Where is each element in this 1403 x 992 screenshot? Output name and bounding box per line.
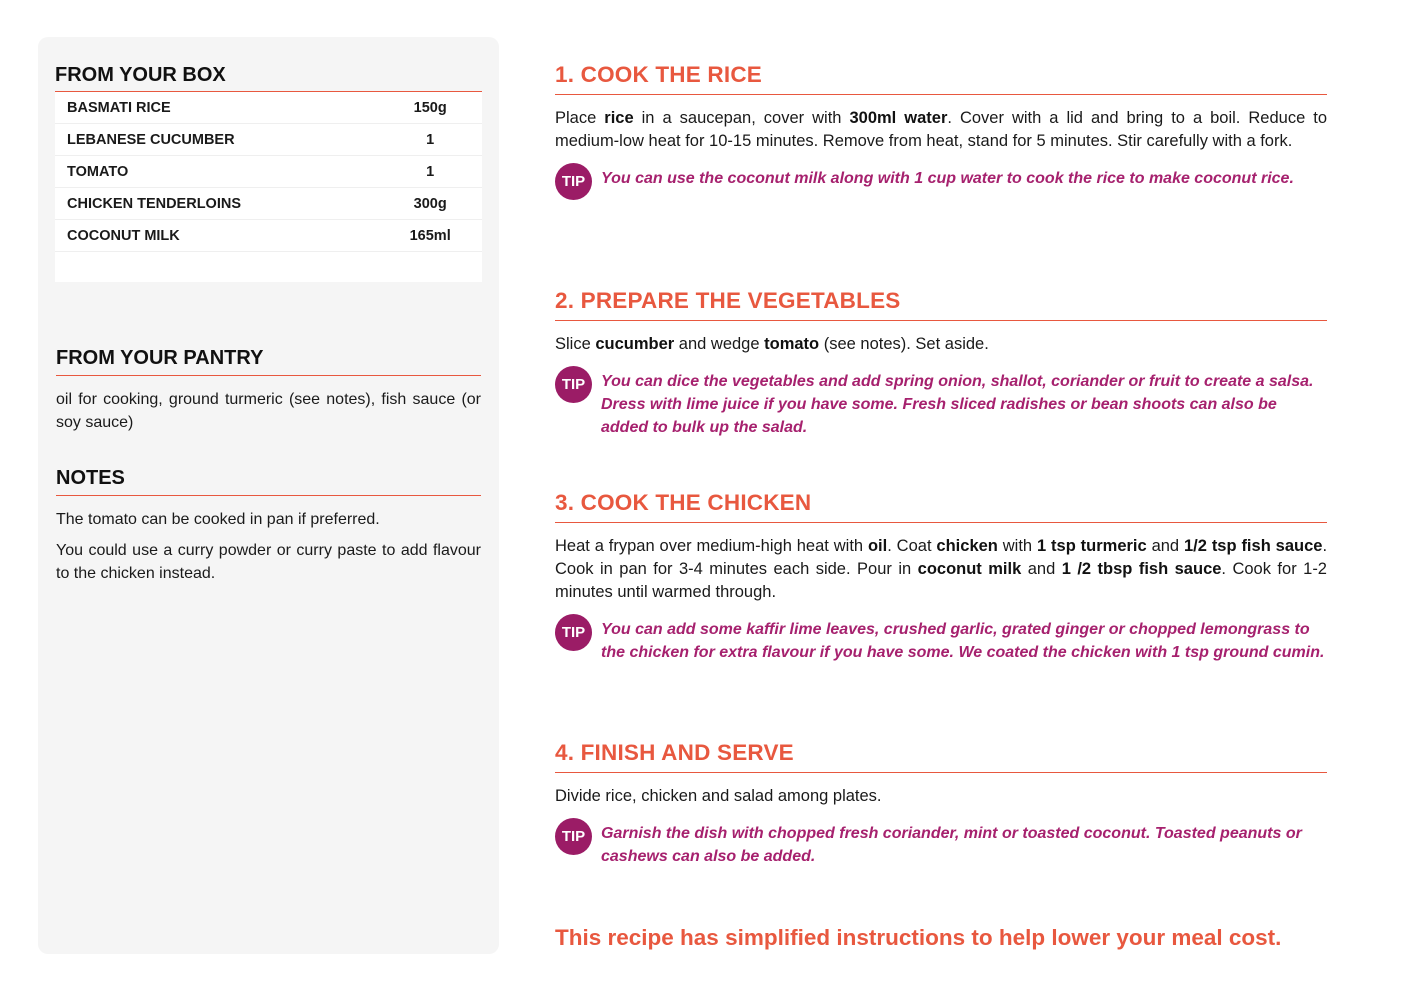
from-your-box-title: FROM YOUR BOX [55, 64, 482, 92]
tip-box [555, 822, 1327, 868]
step-title: 2. PREPARE THE VEGETABLES [555, 288, 1327, 321]
step-text-run: and wedge [674, 335, 765, 353]
ingredient-quantity: 165ml [378, 220, 482, 252]
step-prepare-vegetables [555, 288, 1327, 439]
step-text-run: and [1021, 560, 1062, 578]
tip-text: You can add some kaffir lime leaves, crushed garlic, grated ginger or chopped lemongrass to the chicken for extra flavour if you have some. We coated the chicken with 1 tsp ground cumin. [601, 621, 1325, 661]
step-text-bold: tomato [764, 335, 820, 353]
from-your-pantry-title: FROM YOUR PANTRY [56, 347, 481, 376]
step-text [555, 535, 1327, 604]
ingredient-quantity: 1 [378, 156, 482, 188]
ingredients-table [55, 92, 482, 282]
tip-badge: TIP [555, 366, 592, 403]
tip-text: Garnish the dish with chopped fresh coriander, mint or toasted coconut. Toasted peanuts or cashews can also be added. [601, 825, 1302, 865]
step-text-bold: cucumber [595, 335, 675, 353]
step-cook-chicken [555, 490, 1327, 664]
step-cook-rice [555, 62, 1327, 204]
tip-badge: TIP [555, 818, 592, 855]
ingredient-blank-row [55, 252, 482, 283]
step-text [555, 107, 1327, 153]
notes-section [56, 467, 481, 585]
ingredient-quantity: 150g [378, 92, 482, 124]
step-text-run: (see notes). Set aside. [819, 335, 989, 353]
step-text [555, 333, 1327, 356]
ingredient-name: BASMATI RICE [55, 92, 378, 124]
step-text-run: and [1146, 537, 1184, 555]
step-title: 4. FINISH AND SERVE [555, 740, 1327, 773]
step-finish-and-serve [555, 740, 1327, 868]
ingredient-row [55, 124, 482, 156]
step-text-bold: oil [867, 537, 888, 555]
tip-box [555, 167, 1327, 204]
from-your-box-section [55, 64, 482, 282]
ingredient-name: LEBANESE CUCUMBER [55, 124, 378, 156]
step-text-run: Divide rice, chicken and salad among plates. [555, 787, 882, 805]
ingredient-name: COCONUT MILK [55, 220, 378, 252]
simplified-instructions-note: This recipe has simplified instructions to help lower your meal cost. [555, 925, 1282, 950]
note-line: You could use a curry powder or curry paste to add flavour to the chicken instead. [56, 542, 481, 582]
tip-badge: TIP [555, 614, 592, 651]
step-title: 3. COOK THE CHICKEN [555, 490, 1327, 523]
step-title: 1. COOK THE RICE [555, 62, 1327, 95]
pantry-text: oil for cooking, ground turmeric (see notes), fish sauce (or soy sauce) [56, 391, 481, 431]
step-text [555, 785, 1327, 808]
step-text-run: in a saucepan, cover with [633, 109, 850, 127]
step-text-bold: 300ml water [849, 109, 948, 127]
from-your-pantry-section [56, 347, 481, 434]
tip-badge: TIP [555, 163, 592, 200]
ingredient-name: TOMATO [55, 156, 378, 188]
step-text-run: with [997, 537, 1037, 555]
ingredient-quantity: 300g [378, 188, 482, 220]
tip-text: You can use the coconut milk along with 1 cup water to cook the rice to make coconut rice. [601, 170, 1294, 187]
step-text-run: Slice [555, 335, 596, 353]
ingredients-panel [38, 37, 499, 954]
notes-title: NOTES [56, 467, 481, 496]
ingredient-name: CHICKEN TENDERLOINS [55, 188, 378, 220]
step-text-bold: coconut milk [917, 560, 1022, 578]
step-text-run: . Coat [887, 537, 937, 555]
step-text-run: . Cover with a lid and bring to a boil. Reduce to medium-low heat for 10-15 minutes. Remove from heat, stand for 5 minutes. Stir carefully with a fork. [555, 109, 1328, 150]
step-text-bold: 1 tsp turmeric [1036, 537, 1147, 555]
tip-box [555, 618, 1327, 664]
ingredient-row [55, 188, 482, 220]
step-text-bold: 1/2 tsp fish sauce [1184, 537, 1323, 555]
step-text-bold: 1 /2 tbsp fish sauce [1061, 560, 1222, 578]
ingredient-quantity: 1 [378, 124, 482, 156]
ingredient-row [55, 220, 482, 252]
tip-text: You can dice the vegetables and add spring onion, shallot, coriander or fruit to create a salsa. Dress with lime juice if you have some. Fresh sliced radishes or bean shoots can also be added to bulk up the salad. [601, 373, 1314, 436]
ingredient-row [55, 156, 482, 188]
step-text-bold: chicken [936, 537, 998, 555]
tip-box [555, 370, 1327, 439]
ingredient-row [55, 92, 482, 124]
step-text-bold: rice [604, 109, 634, 127]
step-text-run: Place [555, 109, 605, 127]
step-text-run: . Cook in pan for 3-4 minutes each side. Pour in [555, 537, 1328, 578]
step-text-run: Heat a frypan over medium-high heat with [555, 537, 868, 555]
step-text-run: . Cook for 1-2 minutes until warmed through. [555, 560, 1327, 601]
note-line: The tomato can be cooked in pan if preferred. [56, 511, 380, 528]
